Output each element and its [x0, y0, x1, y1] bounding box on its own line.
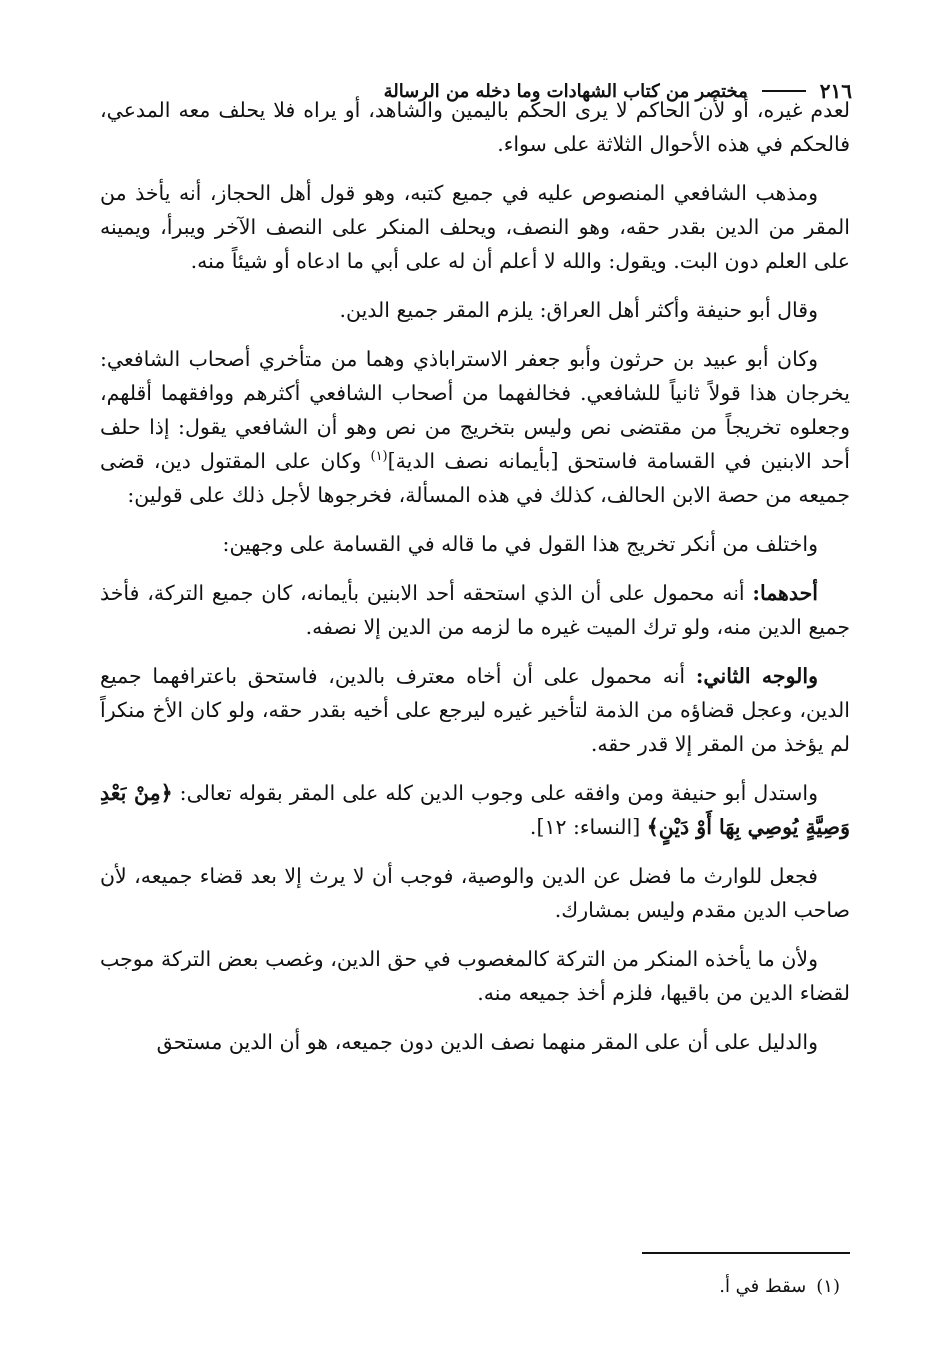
- paragraph-evidence: والدليل على أن على المقر منهما نصف الدين دون جميعه، هو أن الدين مستحق: [156, 1030, 818, 1054]
- paragraph-takhrij-text-b: وكان على المقتول دين، قضى جميعه من حصة الابن الحالف، كذلك في هذه المسألة، فخرجوها لأجل ذلك على قولين:: [100, 449, 850, 507]
- footnote-separator: [642, 1252, 850, 1254]
- footnote-reference: (١): [370, 449, 388, 465]
- paragraph-usurped: ولأن ما يأخذه المنكر من التركة كالمغصوب في حق الدين، وغصب بعض التركة موجب لقضاء الدين من باقيها، فلزم أخذ جميعه منه.: [100, 947, 850, 1005]
- quran-reference: [النساء: ١٢].: [529, 815, 647, 839]
- paragraph-shafii-doctrine: ومذهب الشافعي المنصوص عليه في جميع كتبه، وهو قول أهل الحجاز، أنه يأخذ من المقر من الدين بقدر حقه، وهو النصف، ويحلف المنكر على النصف الآخر ويبرأ، ويمينه على العلم دون البت. ويقول: والله لا أعلم أن له على أبي ما ادعاه أو شيئاً منه.: [100, 181, 850, 273]
- paragraph-takhrij-text-a: وكان أبو عبيد بن حرثون وأبو جعفر الاستراباذي وهما من متأخري أصحاب الشافعي: يخرجان هذا قولاً ثانياً للشافعي. فخالفهما من أصحاب الشافعي أكثرهم ووافقهما أقلهم، وجعلوه تخريجاً من مقتضى نص وليس بتخريج من نص وهو أن الشافعي يقول: إذا حلف أحد الابنين في القسامة فاستحق [بأيمانه نصف الدية]: [100, 347, 851, 473]
- paragraph-heir: فجعل للوارث ما فضل عن الدين والوصية، فوجب أن لا يرث إلا بعد قضاء جميعه، لأن صاحب الدين مقدم وليس بمشارك.: [100, 864, 850, 922]
- body-text: [100, 98, 851, 1059]
- quran-evidence-text: واستدل أبو حنيفة ومن وافقه على وجوب الدين كله على المقر بقوله تعالى:: [179, 781, 818, 805]
- second-aspect-lead: والوجه الثاني:: [695, 664, 819, 688]
- running-title: مختصر من كتاب الشهادات وما دخله من الرسالة: [383, 80, 748, 102]
- footnote-marker: (١): [816, 1276, 840, 1297]
- second-aspect-text: أنه محمول على أن أخاه معترف بالدين، فاستحق باعترافهما جميع الدين، وعجل قضاؤه من الذمة لتأخير غيره ليرجع على أخيه بقدر حقه، ولو كان الأخ منكراً لم يؤخذ من المقر إلا قدر حقه.: [100, 664, 850, 756]
- page-number: ٢١٦: [819, 79, 852, 103]
- paragraph-second-aspect: [100, 659, 850, 761]
- paragraph-continuation: لعدم غيره، أو لأن الحاكم لا يرى الحكم باليمين والشاهد، أو يراه فلا يحلف معه المدعي، فالحكم في هذه الأحوال الثلاثة على سواء.: [100, 98, 850, 156]
- paragraph-disagreement: واختلف من أنكر تخريج هذا القول في ما قاله في القسامة على وجهين:: [222, 532, 818, 556]
- paragraph-first-aspect: [100, 576, 850, 644]
- first-aspect-lead: أحدهما:: [752, 581, 818, 605]
- header-rule: [762, 90, 806, 92]
- footnote: [719, 1276, 840, 1297]
- paragraph-takhrij: [100, 342, 850, 512]
- paragraph-quran-evidence: [100, 776, 850, 844]
- paragraph-abu-hanifa: وقال أبو حنيفة وأكثر أهل العراق: يلزم المقر جميع الدين.: [339, 298, 818, 322]
- first-aspect-text: أنه محمول على أن الذي استحقه أحد الابنين بأيمانه، كان جميع التركة، فأخذ جميع الدين منه، ولو ترك الميت غيره ما لزمه من الدين إلا نصفه.: [100, 581, 850, 639]
- footnote-text: سقط في أ.: [719, 1276, 807, 1297]
- quran-verse: ﴿مِنْ بَعْدِ وَصِيَّةٍ يُوصِي بِهَا أَوْ دَيْنٍ﴾: [100, 781, 850, 839]
